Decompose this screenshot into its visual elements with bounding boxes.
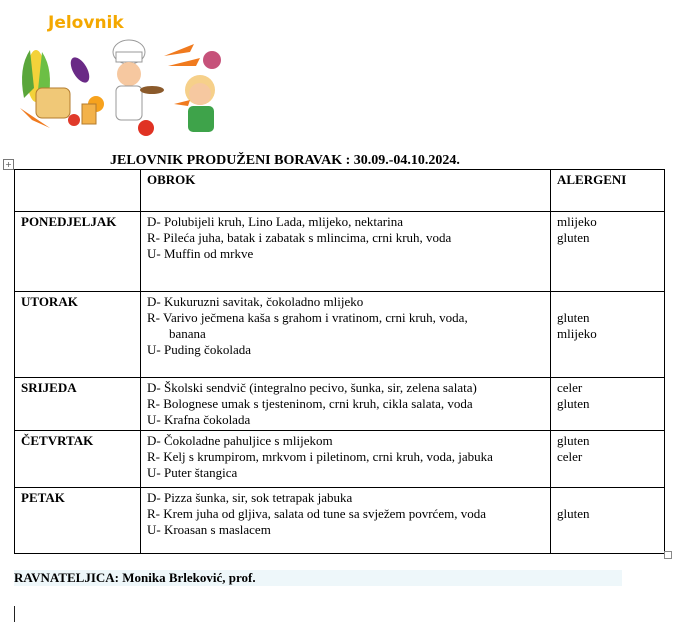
header-allergens: ALERGENI xyxy=(551,170,665,212)
allergen-cell xyxy=(551,378,665,431)
meal-line: D- Čokoladne pahuljice s mlijekom xyxy=(147,433,333,448)
meal-line: D- Školski sendvič (integralno pecivo, šunka, sir, zelena salata) xyxy=(147,380,477,395)
bread-icon xyxy=(36,88,70,118)
table-row xyxy=(15,292,665,378)
meal-line: D- Polubijeli kruh, Lino Lada, mlijeko, nektarina xyxy=(147,214,403,229)
meal-line: U- Kroasan s maslacem xyxy=(147,522,271,537)
allergen-item: celer xyxy=(557,380,583,395)
meal-line: R- Pileća juha, batak i zabatak s mlincima, crni kruh, voda xyxy=(147,230,452,245)
day-cell: PETAK xyxy=(15,488,141,554)
meal-cell xyxy=(141,488,551,554)
allergen-item: mlijeko xyxy=(557,326,597,341)
onion-icon xyxy=(203,51,221,69)
day-cell: ČETVRTAK xyxy=(15,431,141,488)
principal-signature: RAVNATELJICA: Monika Brleković, prof. xyxy=(14,570,622,586)
chef-icon xyxy=(117,62,141,86)
table-row xyxy=(15,431,665,488)
allergen-item: gluten xyxy=(557,506,590,521)
allergen-cell xyxy=(551,292,665,378)
header-meal: OBROK xyxy=(141,170,551,212)
header-day xyxy=(15,170,141,212)
meal-line: R- Varivo ječmena kaša s grahom i vratinom, crni kruh, voda, xyxy=(147,310,468,325)
allergen-item: gluten xyxy=(557,230,590,245)
day-cell: PONEDJELJAK xyxy=(15,212,141,292)
child-icon xyxy=(189,83,211,105)
day-cell: SRIJEDA xyxy=(15,378,141,431)
logo-title: Jelovnik xyxy=(48,13,124,33)
meal-line: U- Krafna čokolada xyxy=(147,412,251,427)
menu-logo-illustration xyxy=(14,8,244,138)
allergen-item: gluten xyxy=(557,433,590,448)
meal-line: R- Kelj s krumpirom, mrkvom i piletinom, crni kruh, voda, jabuka xyxy=(147,449,493,464)
meal-line: R- Bolognese umak s tjesteninom, crni kruh, cikla salata, voda xyxy=(147,396,473,411)
allergen-cell xyxy=(551,431,665,488)
allergen-item: mlijeko xyxy=(557,214,597,229)
allergen-cell xyxy=(551,488,665,554)
table-row xyxy=(15,378,665,431)
meal-line: R- Krem juha od gljiva, salata od tune sa svježem povrćem, voda xyxy=(147,506,486,521)
table-resize-handle[interactable] xyxy=(664,551,672,559)
meal-line: U- Muffin od mrkve xyxy=(147,246,254,261)
table-header-row xyxy=(15,170,665,212)
allergen-item: celer xyxy=(557,449,583,464)
meal-line: banana xyxy=(169,326,206,341)
table-row xyxy=(15,488,665,554)
table-move-handle[interactable]: + xyxy=(3,159,14,170)
meal-cell xyxy=(141,431,551,488)
allergen-item: gluten xyxy=(557,310,590,325)
meal-cell xyxy=(141,292,551,378)
meal-cell xyxy=(141,378,551,431)
text-cursor xyxy=(14,606,15,622)
meal-line: U- Puter štangica xyxy=(147,465,238,480)
meal-line: D- Pizza šunka, sir, sok tetrapak jabuka xyxy=(147,490,353,505)
tomato-icon xyxy=(138,120,154,136)
day-cell: UTORAK xyxy=(15,292,141,378)
meal-line: D- Kukuruzni savitak, čokoladno mlijeko xyxy=(147,294,364,309)
menu-table xyxy=(14,169,665,554)
eggplant-icon xyxy=(67,54,93,85)
page-title: JELOVNIK PRODUŽENI BORAVAK : 30.09.-04.10.2024. xyxy=(110,153,460,168)
meal-cell xyxy=(141,212,551,292)
allergen-item: gluten xyxy=(557,396,590,411)
meal-line: U- Puding čokolada xyxy=(147,342,251,357)
table-row xyxy=(15,212,665,292)
allergen-cell xyxy=(551,212,665,292)
